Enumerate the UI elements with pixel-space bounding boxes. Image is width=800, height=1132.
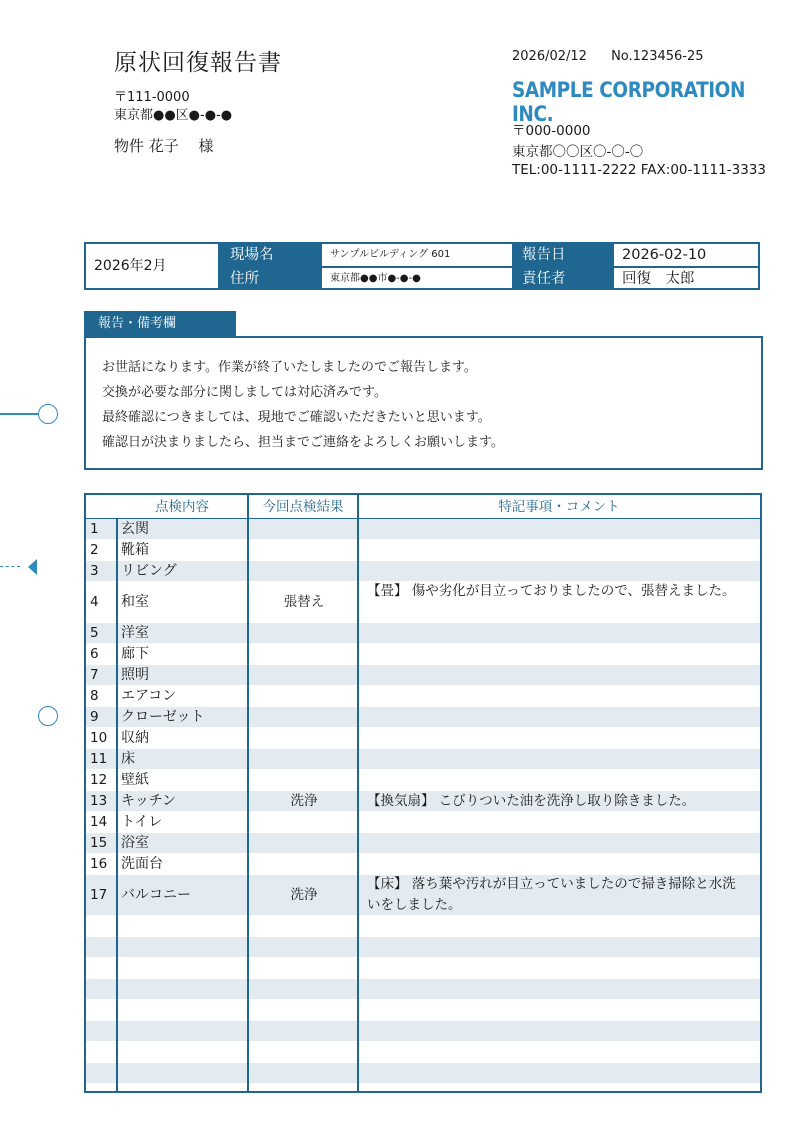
remarks-line: 交換が必要な部分に関しましては対応済みです。 (102, 385, 387, 400)
table-row (86, 519, 760, 540)
inspection-table (84, 493, 762, 1093)
remarks-line: 確認日が決まりましたら、担当までご連絡をよろしくお願いします。 (102, 435, 504, 450)
row-number: 7 (90, 667, 99, 683)
document-number: No.123456-25 (611, 49, 704, 64)
row-item: 洗面台 (121, 856, 163, 872)
row-item: エアコン (121, 688, 177, 704)
person-value: 回復 太郎 (622, 271, 695, 287)
row-item: 壁紙 (121, 772, 149, 788)
person-label: 責任者 (512, 268, 612, 290)
remarks-box (84, 336, 763, 470)
recipient-address: 東京都●●区●-●-● (114, 108, 233, 123)
row-number: 15 (90, 835, 108, 851)
row-number: 5 (90, 625, 99, 641)
company-zip: 〒000-0000 (512, 123, 591, 139)
fold-mark (0, 566, 20, 567)
report-month: 2026年2月 (86, 244, 220, 288)
row-item: 照明 (121, 667, 149, 683)
row-number: 8 (90, 688, 99, 704)
row-item: 洋室 (121, 625, 149, 641)
document-title: 原状回復報告書 (114, 50, 282, 76)
row-number: 11 (90, 751, 108, 767)
row-item: トイレ (121, 814, 163, 830)
row-comment: 【換気扇】 こびりついた油を洗浄し取り除きました。 (367, 793, 696, 809)
row-item: 和室 (121, 594, 149, 610)
table-row (86, 1063, 760, 1084)
remarks-line: 最終確認につきましては、現地でご確認いただきたいと思います。 (102, 410, 491, 425)
table-row (86, 1000, 760, 1021)
punch-hole-icon (38, 706, 58, 726)
table-row (86, 728, 760, 749)
report-date-label: 報告日 (512, 244, 612, 266)
row-number: 16 (90, 856, 108, 872)
company-tel-fax: TEL:00-1111-2222 FAX:00-1111-3333 (512, 162, 766, 178)
row-comment: 【畳】 傷や劣化が目立っておりましたので、張替えました。 (367, 583, 736, 599)
row-number: 17 (90, 887, 108, 903)
table-row (86, 958, 760, 979)
table-row (86, 623, 760, 644)
table-row (86, 644, 760, 665)
row-number: 6 (90, 646, 99, 662)
row-number: 9 (90, 709, 99, 725)
info-divider (612, 244, 614, 288)
table-row (86, 707, 760, 728)
table-row (86, 561, 760, 582)
row-item: 床 (121, 751, 135, 767)
table-row (86, 833, 760, 854)
row-number: 10 (90, 730, 108, 746)
recipient-zip: 〒111-0000 (114, 90, 190, 105)
row-number: 3 (90, 563, 99, 579)
table-row (86, 791, 760, 812)
table-row (86, 686, 760, 707)
site-name-label: 現場名 (220, 244, 320, 266)
company-logo-text: SAMPLE CORPORATION INC. (512, 78, 745, 126)
table-row (86, 812, 760, 833)
center-arrow-icon (28, 559, 37, 575)
row-item: バルコニー (121, 887, 191, 903)
row-number: 4 (90, 594, 99, 610)
table-row (86, 916, 760, 937)
row-item: 廊下 (121, 646, 149, 662)
binder-line (0, 413, 38, 415)
table-row (86, 770, 760, 791)
recipient-name: 物件 花子 様 (114, 137, 214, 155)
info-divider (320, 244, 322, 288)
row-number: 12 (90, 772, 108, 788)
table-header (86, 495, 760, 519)
table-row (86, 665, 760, 686)
table-row (86, 875, 760, 916)
info-divider (512, 244, 514, 288)
table-row (86, 1021, 760, 1042)
issue-date: 2026/02/12 (512, 49, 587, 64)
row-number: 1 (90, 521, 99, 537)
row-result: 洗浄 (290, 887, 318, 903)
table-row (86, 854, 760, 875)
column-divider (357, 495, 359, 1091)
col-header-item: 点検内容 (155, 499, 209, 515)
row-number: 13 (90, 793, 108, 809)
col-header-comment: 特記事項・コメント (498, 499, 620, 515)
row-comment: 【床】 落ち葉や汚れが目立っていましたので掃き掃除と水洗いをしました。 (367, 876, 736, 913)
row-item: 収納 (121, 730, 149, 746)
row-item: リビング (121, 563, 177, 579)
remarks-label: 報告・備考欄 (84, 311, 236, 336)
table-row (86, 937, 760, 958)
col-header-result: 今回点検結果 (262, 499, 344, 515)
row-result: 洗浄 (290, 793, 318, 809)
table-row (86, 582, 760, 623)
row-item: 靴箱 (121, 542, 149, 558)
punch-hole-icon (38, 404, 58, 424)
row-item: 玄関 (121, 521, 149, 537)
remarks-line: お世話になります。作業が終了いたしましたのでご報告します。 (102, 360, 477, 375)
column-divider (247, 495, 249, 1091)
column-divider (116, 519, 118, 1091)
company-address: 東京都〇〇区〇-〇-〇 (512, 144, 644, 160)
address-label: 住所 (220, 268, 320, 290)
info-divider (220, 266, 760, 268)
row-item: 浴室 (121, 835, 149, 851)
row-item: キッチン (121, 793, 177, 809)
row-number: 2 (90, 542, 99, 558)
row-number: 14 (90, 814, 108, 830)
report-date-value: 2026-02-10 (622, 247, 707, 263)
row-result: 張替え (283, 594, 325, 610)
table-row (86, 749, 760, 770)
date-and-number (512, 49, 724, 64)
table-row (86, 540, 760, 561)
table-row (86, 1042, 760, 1063)
row-item: クローゼット (121, 709, 205, 725)
site-name-value: サンプルビルディング 601 (330, 249, 451, 260)
table-row (86, 979, 760, 1000)
info-box (84, 242, 760, 290)
address-value: 東京都●●市●-●-● (330, 273, 421, 284)
